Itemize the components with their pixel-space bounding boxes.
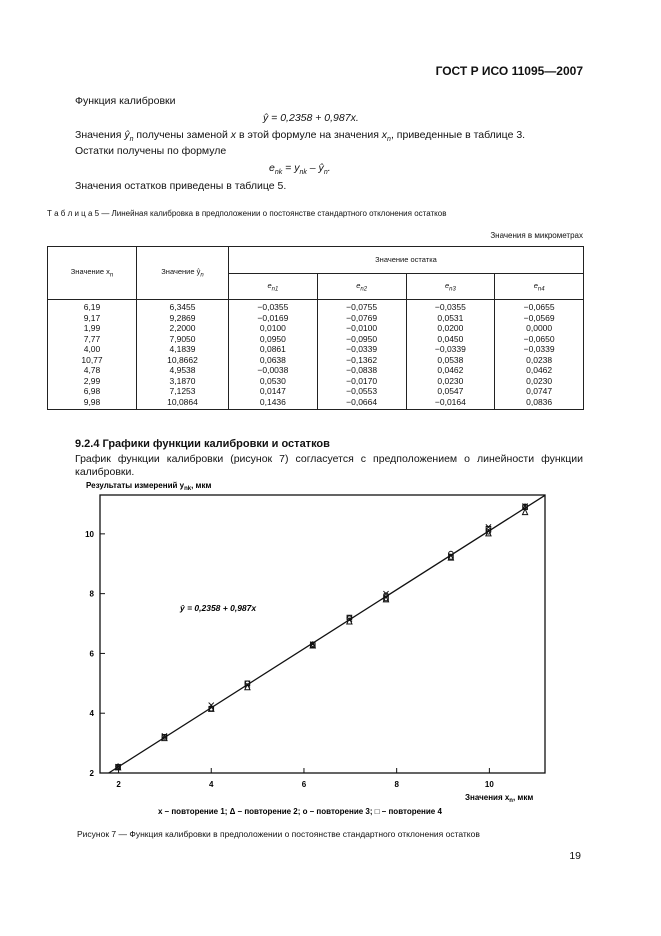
intro-line-1: Функция калибровки bbox=[75, 95, 176, 107]
table-cell: −0,0755 bbox=[317, 300, 406, 313]
table-cell: −0,0664 bbox=[317, 397, 406, 410]
e-sub: n2 bbox=[360, 286, 368, 292]
regression-line bbox=[109, 495, 545, 773]
table-row bbox=[48, 386, 584, 397]
table-cell: −0,0164 bbox=[406, 397, 495, 410]
document-header: ГОСТ Р ИСО 11095—2007 bbox=[435, 64, 583, 78]
y-axis-label bbox=[86, 481, 211, 492]
e-sub: n4 bbox=[537, 286, 545, 292]
table-row bbox=[48, 397, 584, 410]
table-5 bbox=[47, 246, 584, 410]
e-sub: n1 bbox=[271, 286, 279, 292]
section-text: График функции калибровки (рисунок 7) согласуется с предположением о линейности функции калибровки. bbox=[75, 453, 583, 478]
residual-formula bbox=[269, 162, 331, 179]
formula-part: . bbox=[327, 162, 331, 174]
table-cell: 0,0230 bbox=[406, 376, 495, 387]
table-cell: −0,0339 bbox=[317, 344, 406, 355]
table-cell: 6,3455 bbox=[137, 300, 229, 313]
table-cell: −0,0355 bbox=[406, 300, 495, 313]
col-header-y bbox=[137, 247, 229, 300]
formula-part: – ŷ bbox=[306, 162, 324, 174]
table-cell: −0,0838 bbox=[317, 365, 406, 376]
table-cell: −0,0950 bbox=[317, 334, 406, 345]
formula-part: e bbox=[269, 162, 275, 174]
table-cell: 0,0100 bbox=[229, 323, 318, 334]
table-cell: 10,8662 bbox=[137, 355, 229, 366]
table-cell: −0,0355 bbox=[229, 300, 318, 313]
x-axis-label-part: Значения x bbox=[465, 793, 510, 802]
table-cell: 7,9050 bbox=[137, 334, 229, 345]
y-tick-label: 6 bbox=[89, 649, 94, 659]
formula-sub: nk bbox=[274, 169, 283, 177]
col-header-en2 bbox=[317, 273, 406, 300]
table-cell: 10,0864 bbox=[137, 397, 229, 410]
table-body bbox=[48, 300, 584, 410]
table-cell: 9,17 bbox=[48, 313, 137, 324]
table-cell: −0,0170 bbox=[317, 376, 406, 387]
table-cell: 0,0238 bbox=[495, 355, 584, 366]
var-xn: x bbox=[381, 129, 388, 141]
table-cell: 0,0531 bbox=[406, 313, 495, 324]
table-cell: 4,00 bbox=[48, 344, 137, 355]
x-tick-label: 2 bbox=[116, 780, 121, 789]
x-axis-label-part: n bbox=[509, 798, 513, 804]
var-sub: n bbox=[129, 136, 134, 144]
table-units: Значения в микрометрах bbox=[490, 231, 583, 240]
table-cell: 0,0450 bbox=[406, 334, 495, 345]
table-row bbox=[48, 334, 584, 345]
table-cell: −0,0650 bbox=[495, 334, 584, 345]
e-symbol: e bbox=[267, 280, 272, 290]
table-row bbox=[48, 313, 584, 324]
table-cell: −0,0339 bbox=[406, 344, 495, 355]
y-tick-label: 10 bbox=[85, 529, 94, 539]
table-row bbox=[48, 376, 584, 387]
table-cell: −0,0038 bbox=[229, 365, 318, 376]
y-tick-label: 4 bbox=[89, 709, 94, 719]
var-sub: n bbox=[387, 136, 391, 144]
table-cell: 0,0462 bbox=[495, 365, 584, 376]
intro-line-3: Остатки получены по формуле bbox=[75, 145, 227, 157]
table-cell: 0,0747 bbox=[495, 386, 584, 397]
col-header-x bbox=[48, 247, 137, 300]
table-cell: 3,1870 bbox=[137, 376, 229, 387]
table-cell: −0,0100 bbox=[317, 323, 406, 334]
y-tick-label: 8 bbox=[89, 589, 94, 599]
plot-frame bbox=[100, 495, 545, 773]
equation-label: ŷ = 0,2358 + 0,987x bbox=[180, 603, 257, 613]
table-cell: 0,1436 bbox=[229, 397, 318, 410]
table-cell: −0,0569 bbox=[495, 313, 584, 324]
table-cell: 0,0861 bbox=[229, 344, 318, 355]
e-symbol: e bbox=[356, 280, 361, 290]
section-title: 9.2.4 Графики функции калибровки и остатков bbox=[75, 438, 330, 450]
e-symbol: e bbox=[444, 280, 450, 290]
table-cell: 1,99 bbox=[48, 323, 137, 334]
table-cell: 0,0538 bbox=[406, 355, 495, 366]
table-row bbox=[48, 365, 584, 376]
table-row bbox=[48, 344, 584, 355]
x-axis-label bbox=[465, 793, 533, 804]
table-cell: −0,0655 bbox=[495, 300, 584, 313]
e-symbol: e bbox=[533, 280, 538, 290]
table-cell: −0,0339 bbox=[495, 344, 584, 355]
table-cell: 9,2869 bbox=[137, 313, 229, 324]
table-cell: 4,78 bbox=[48, 365, 137, 376]
table-cell: 6,19 bbox=[48, 300, 137, 313]
table-cell: 2,2000 bbox=[137, 323, 229, 334]
table-row bbox=[48, 323, 584, 334]
var-yhat: ŷ bbox=[124, 129, 130, 141]
table-cell: 10,77 bbox=[48, 355, 137, 366]
x-tick-label: 8 bbox=[394, 780, 399, 789]
table-row bbox=[48, 300, 584, 313]
table-cell: 4,1839 bbox=[137, 344, 229, 355]
formula-text: ŷ = 0,2358 + 0,987x. bbox=[263, 112, 359, 124]
col-header-text: Значение ŷ bbox=[161, 267, 201, 277]
table-cell: 0,0547 bbox=[406, 386, 495, 397]
formula-part: = y bbox=[282, 162, 300, 174]
x-tick-label: 10 bbox=[484, 780, 494, 789]
col-header-sub: n bbox=[109, 272, 114, 279]
table-cell: 0,0638 bbox=[229, 355, 318, 366]
table-cell: 0,0530 bbox=[229, 376, 318, 387]
chart-legend: x – повторение 1; Δ – повторение 2; о – повторение 3; □ – повторение 4 bbox=[158, 807, 442, 816]
intro-text: в этой формуле на значения bbox=[236, 129, 382, 141]
col-header-en3 bbox=[406, 273, 495, 300]
table-cell: 6,98 bbox=[48, 386, 137, 397]
table-cell: 4,9538 bbox=[137, 365, 229, 376]
table-cell: 0,0200 bbox=[406, 323, 495, 334]
table-caption: Т а б л и ц а 5 — Линейная калибровка в предположении о постоянстве стандартного отклонения остатков bbox=[47, 209, 447, 218]
x-axis-label-part: , мкм bbox=[512, 793, 534, 802]
table-cell: 0,0000 bbox=[495, 323, 584, 334]
formula-sub: n bbox=[323, 169, 328, 177]
table-cell: 0,0462 bbox=[406, 365, 495, 376]
intro-text: Значения bbox=[75, 129, 125, 141]
calibration-chart bbox=[0, 475, 661, 820]
table-cell: −0,0769 bbox=[317, 313, 406, 324]
table-cell: 0,0230 bbox=[495, 376, 584, 387]
table-cell: −0,0169 bbox=[229, 313, 318, 324]
col-header-en1 bbox=[229, 273, 318, 300]
y-tick-label: 2 bbox=[89, 769, 94, 778]
intro-line-2 bbox=[75, 129, 525, 146]
page-number: 19 bbox=[569, 850, 581, 862]
y-axis-label-part: nk bbox=[184, 486, 192, 492]
table-cell: 0,0950 bbox=[229, 334, 318, 345]
col-group-residual: Значение остатка bbox=[229, 247, 584, 274]
table-cell: 9,98 bbox=[48, 397, 137, 410]
table-cell: 0,0147 bbox=[229, 386, 318, 397]
e-sub: n3 bbox=[449, 286, 456, 292]
table-cell: −0,1362 bbox=[317, 355, 406, 366]
table-row bbox=[48, 355, 584, 366]
col-header-text: Значение x bbox=[70, 267, 110, 277]
figure-caption: Рисунок 7 — Функция калибровки в предположении о постоянстве стандартного отклонения остатков bbox=[77, 829, 480, 839]
y-axis-label-part: Результаты измерений y bbox=[86, 481, 185, 490]
table-cell: 2,99 bbox=[48, 376, 137, 387]
var-x: x bbox=[230, 129, 237, 141]
table-cell: 0,0836 bbox=[495, 397, 584, 410]
col-header-en4 bbox=[495, 273, 584, 300]
table-cell: 7,77 bbox=[48, 334, 137, 345]
formula-sub: nk bbox=[299, 169, 307, 177]
table-cell: −0,0553 bbox=[317, 386, 406, 397]
calibration-formula bbox=[263, 112, 359, 125]
intro-text: , приведенные в таблице 3. bbox=[390, 129, 526, 141]
x-tick-label: 4 bbox=[209, 780, 214, 789]
col-header-sub: n bbox=[200, 272, 204, 279]
table-cell: 7,1253 bbox=[137, 386, 229, 397]
y-axis-label-part: , мкм bbox=[191, 481, 212, 490]
intro-text: получены заменой bbox=[133, 129, 231, 141]
x-tick-label: 6 bbox=[301, 780, 307, 789]
intro-line-4: Значения остатков приведены в таблице 5. bbox=[75, 180, 287, 192]
